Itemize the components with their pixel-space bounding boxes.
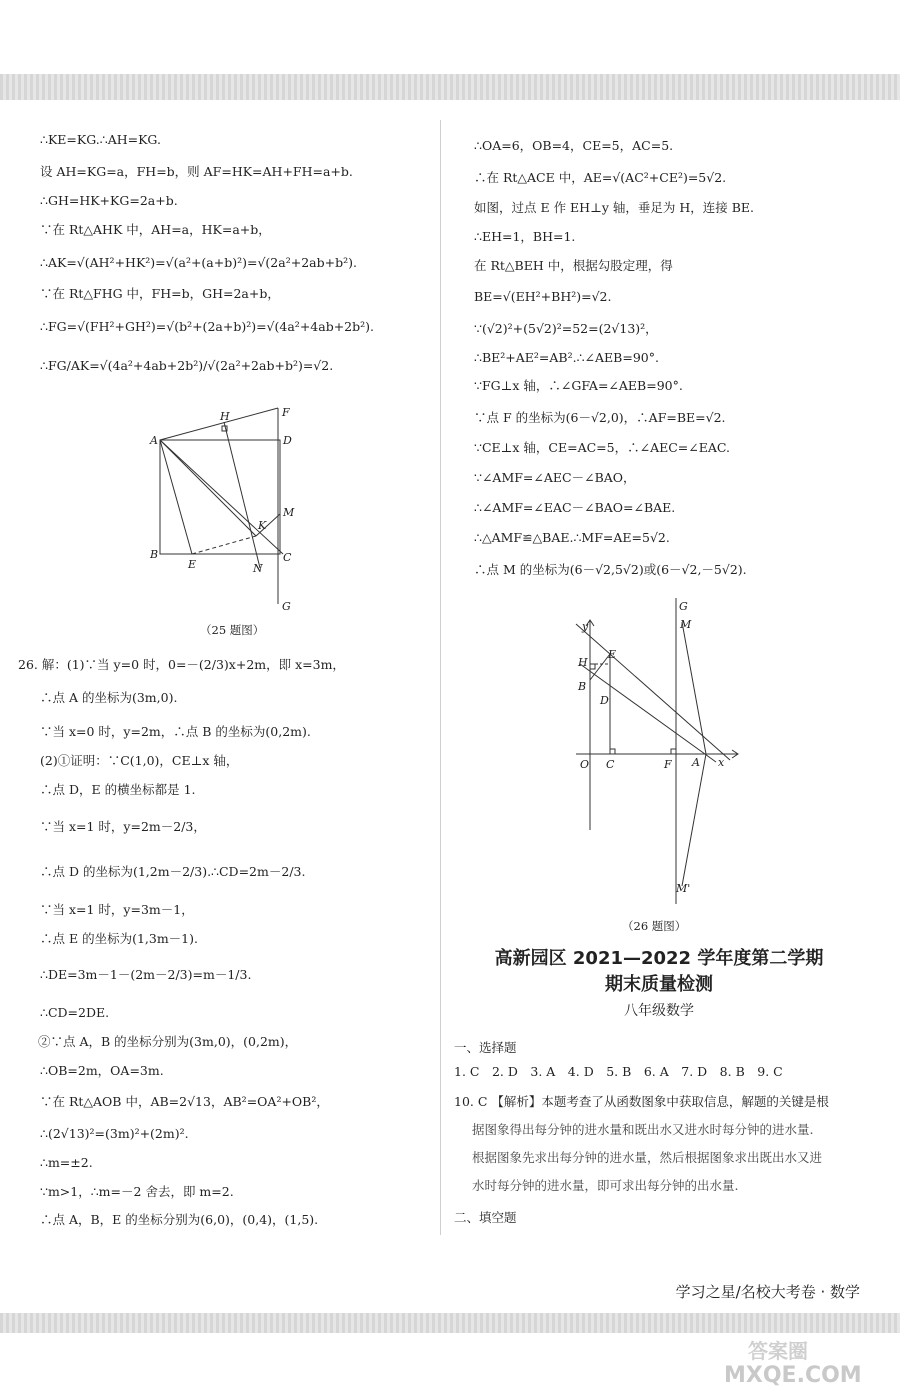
fig26-label-O: O <box>580 758 590 771</box>
fig25-label-E: E <box>188 558 197 571</box>
scan-band-top <box>0 74 900 100</box>
fig25-label-F: F <box>282 406 290 419</box>
footer-brand: 学习之星/名校大考卷 · 数学 <box>675 1283 860 1301</box>
fig26-label-D: D <box>600 694 609 707</box>
fig26-label-E: E <box>608 648 617 661</box>
solution-line: ∵FG⊥x 轴，∴∠GFA=∠AEB=90°. <box>474 378 683 393</box>
solution-line: ∴EH=1，BH=1. <box>474 229 576 244</box>
q10-line: 根据图象先求出每分钟的进水量，然后根据图象求出既出水又进 <box>472 1150 823 1165</box>
solution-line: 在 Rt△BEH 中，根据勾股定理，得 <box>474 258 673 273</box>
fig26-label-B: B <box>578 680 587 693</box>
exam-subtitle: 八年级数学 <box>624 1003 694 1019</box>
solution-line: ∵当 x=1 时，y=3m－1， <box>40 902 194 917</box>
solution-line: ∵当 x=0 时，y=2m，∴点 B 的坐标为(0,2m). <box>40 724 311 739</box>
solution-line: ∵∠AMF=∠AEC－∠BAO， <box>474 470 636 485</box>
solution-line: ∴OB=2m，OA=3m. <box>40 1063 164 1078</box>
section-heading: 二、填空题 <box>454 1210 517 1225</box>
exam-title-2: 期末质量检测 <box>605 974 713 995</box>
fig25-label-B: B <box>150 548 159 561</box>
solution-line: ∴OA=6，OB=4，CE=5，AC=5. <box>474 138 674 153</box>
solution-line: ∴m=±2. <box>40 1155 93 1170</box>
solution-line: ∵在 Rt△AOB 中，AB=2√13，AB²=OA²+OB²， <box>40 1094 329 1109</box>
solution-line: ∴点 M 的坐标为(6－√2,5√2)或(6－√2,－5√2). <box>474 562 747 577</box>
fig26-label-x: x <box>718 756 725 769</box>
fig25-label-C: C <box>283 551 292 564</box>
solution-line: ∴(2√13)²=(3m)²+(2m)². <box>40 1126 189 1141</box>
column-divider <box>440 120 441 1235</box>
figure-25-caption: （25 题图） <box>200 623 265 637</box>
solution-line: ∴DE=3m－1－(2m－2/3)=m－1/3. <box>40 967 252 982</box>
svg-text:答案圈: 答案圈 <box>748 1339 808 1363</box>
solution-line: ∴AK=√(AH²+HK²)=√(a²+(a+b)²)=√(2a²+2ab+b²). <box>40 255 357 270</box>
fig25-label-N: N <box>253 562 263 575</box>
answer-row: 1. C 2. D 3. A 4. D 5. B 6. A 7. D 8. B 9. C <box>454 1064 783 1079</box>
solution-line: ∴△AMF≌△BAE.∴MF=AE=5√2. <box>474 530 670 545</box>
solution-line: BE=√(EH²+BH²)=√2. <box>474 289 612 304</box>
figure-26-caption: （26 题图） <box>622 919 687 933</box>
q10-line: 10. C 【解析】本题考查了从函数图象中获取信息，解题的关键是根 <box>454 1094 829 1109</box>
solution-line: ∵CE⊥x 轴，CE=AC=5，∴∠AEC=∠EAC. <box>474 440 730 455</box>
solution-line: ②∵点 A，B 的坐标分别为(3m,0)，(0,2m)， <box>38 1034 298 1049</box>
q10-line: 水时每分钟的进水量，即可求出每分钟的出水量. <box>472 1178 739 1193</box>
solution-line: ∵在 Rt△FHG 中，FH=b，GH=2a+b， <box>40 286 280 301</box>
solution-line: ∴点 D，E 的横坐标都是 1. <box>40 782 196 797</box>
solution-line: ∵m>1，∴m=－2 舍去，即 m=2. <box>40 1184 234 1199</box>
fig25-label-A: A <box>150 434 158 447</box>
solution-line: ∴在 Rt△ACE 中，AE=√(AC²+CE²)=5√2. <box>474 170 727 185</box>
watermark-logo <box>718 1336 878 1386</box>
solution-line: 如图，过点 E 作 EH⊥y 轴，垂足为 H，连接 BE. <box>474 200 754 215</box>
q10-line: 据图象得出每分钟的进水量和既出水又进水时每分钟的进水量. <box>472 1122 814 1137</box>
solution-line: ∵在 Rt△AHK 中，AH=a，HK=a+b， <box>40 222 271 237</box>
solution-line: ∴KE=KG.∴AH=KG. <box>40 132 161 147</box>
solution-line: ∴点 E 的坐标为(1,3m－1). <box>40 931 198 946</box>
solution-line: ∵(√2)²+(5√2)²=52=(2√13)²， <box>474 321 658 336</box>
solution-line: ∴BE²+AE²=AB².∴∠AEB=90°. <box>474 350 659 365</box>
fig26-label-G: G <box>679 600 688 613</box>
solution-line: ∴CD=2DE. <box>40 1005 110 1020</box>
solution-line: ∴FG/AK=√(4a²+4ab+2b²)/√(2a²+2ab+b²)=√2. <box>40 358 334 373</box>
solution-line: ∴GH=HK+KG=2a+b. <box>40 193 178 208</box>
fig25-label-D: D <box>283 434 292 447</box>
fig25-label-K: K <box>258 519 267 532</box>
solution-line: ∴点 A，B，E 的坐标分别为(6,0)，(0,4)，(1,5). <box>40 1212 319 1227</box>
solution-line: 设 AH=KG=a，FH=b，则 AF=HK=AH+FH=a+b. <box>40 164 353 179</box>
fig25-label-H: H <box>220 410 230 423</box>
fig26-label-M: M <box>680 618 692 631</box>
figure-26 <box>566 594 746 906</box>
solution-line: ∵点 F 的坐标为(6－√2,0)，∴AF=BE=√2. <box>474 410 726 425</box>
fig26-label-F: F <box>664 758 672 771</box>
fig25-label-G: G <box>282 600 291 613</box>
solution-line: ∴点 A 的坐标为(3m,0). <box>40 690 178 705</box>
fig26-label-y: y <box>582 620 589 633</box>
solution-line: 26. 解：(1)∵当 y=0 时，0=－(2/3)x+2m，即 x=3m， <box>18 657 345 672</box>
solution-line: ∴点 D 的坐标为(1,2m－2/3).∴CD=2m－2/3. <box>40 864 306 879</box>
svg-text:MXQE.COM: MXQE.COM <box>724 1363 862 1386</box>
exam-title: 高新园区 2021—2022 学年度第二学期 <box>494 948 824 969</box>
figure-25 <box>148 404 328 614</box>
fig26-label-C: C <box>606 758 615 771</box>
solution-line: ∴FG=√(FH²+GH²)=√(b²+(2a+b)²)=√(4a²+4ab+2b²). <box>40 319 374 334</box>
fig25-label-M: M <box>283 506 295 519</box>
solution-line: ∴∠AMF=∠EAC－∠BAO=∠BAE. <box>474 500 676 515</box>
fig26-label-A: A <box>692 756 700 769</box>
section-heading: 一、选择题 <box>454 1040 517 1055</box>
fig26-label-H: H <box>578 656 588 669</box>
solution-line: (2)①证明：∵C(1,0)，CE⊥x 轴， <box>40 753 239 768</box>
solution-line: ∵当 x=1 时，y=2m－2/3， <box>40 819 206 834</box>
scan-band-bottom <box>0 1313 900 1333</box>
fig26-label-Mprime: M' <box>676 882 691 895</box>
